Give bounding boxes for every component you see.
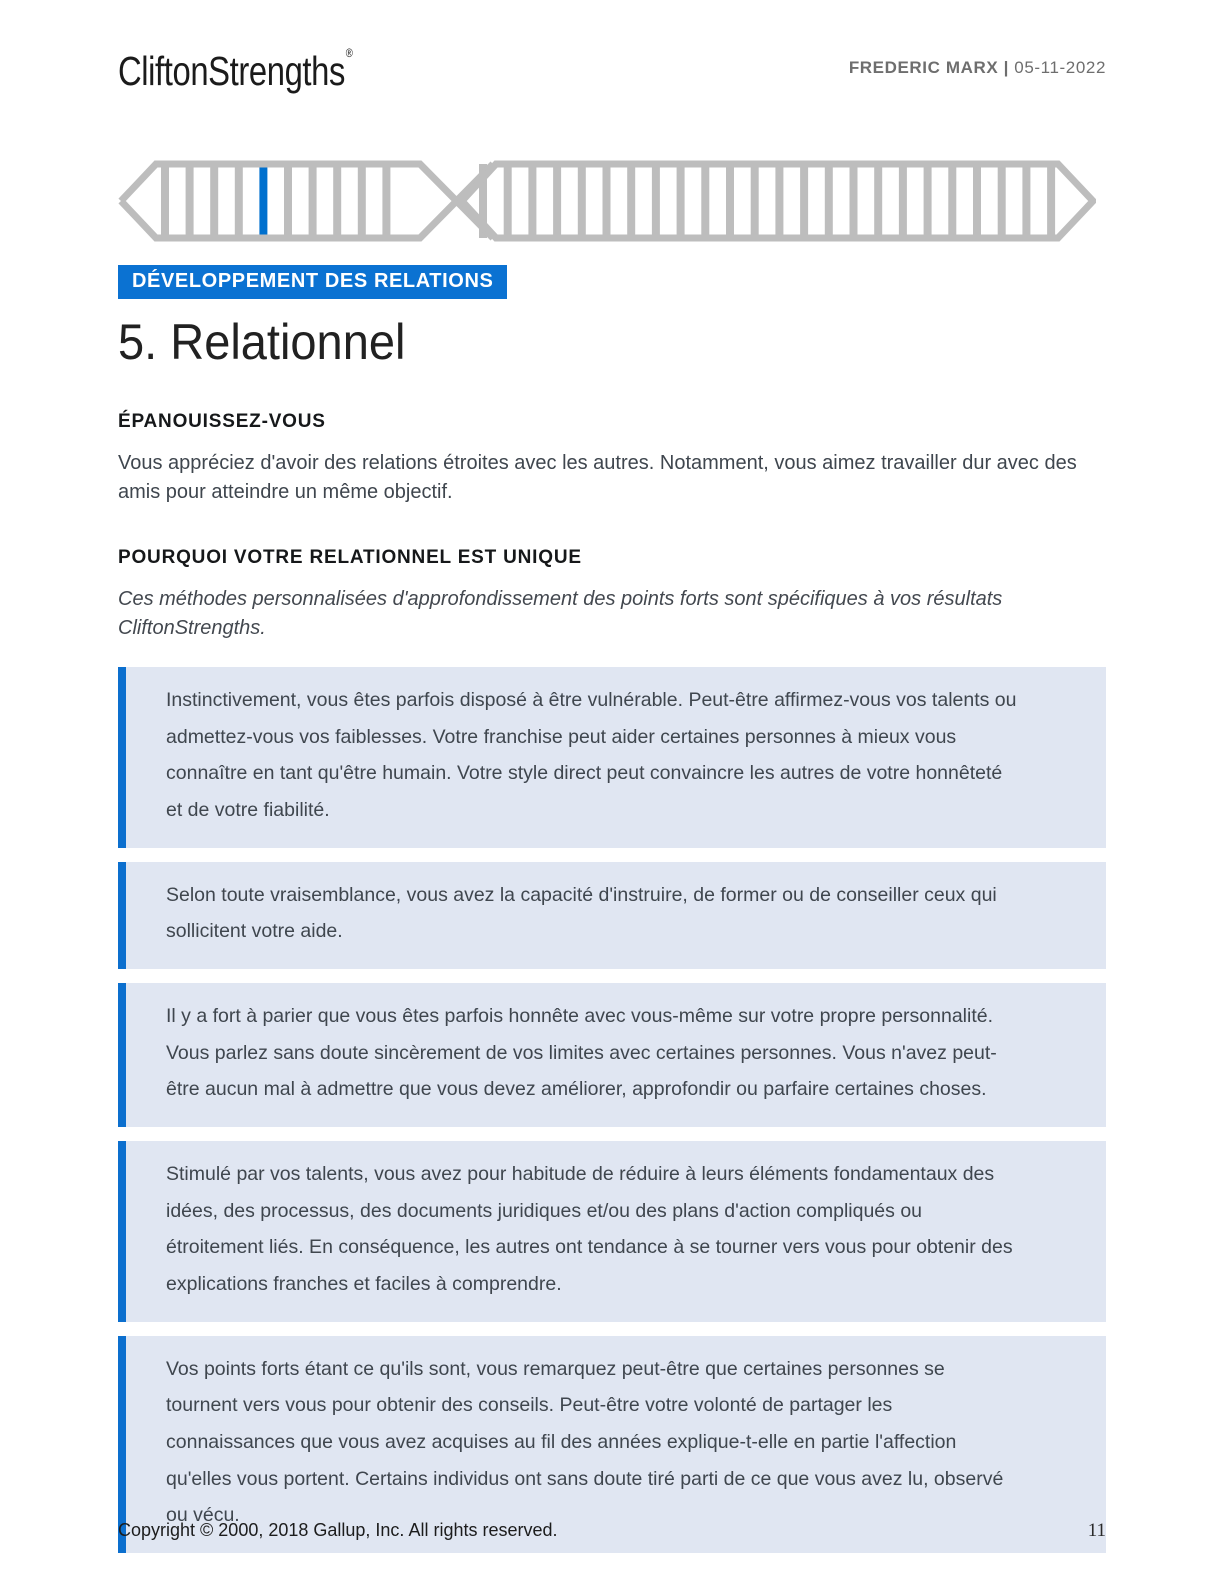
insight-box: [118, 1141, 1106, 1322]
person-name: FREDERIC MARX |: [848, 58, 1015, 77]
insight-text: Stimulé par vos talents, vous avez pour habitude de réduire à leurs éléments fondamentaux des idées, des processus, des documents juridiques et/ou des plans d'action compliqués ou étroitement liés. En conséquence, les autres ont tendance à se tourner vers vous pour obtenir des explications franches et faciles à comprendre.: [166, 1162, 1013, 1295]
logo-text: CliftonStrengths: [118, 48, 345, 94]
page-title: 5. Relationnel: [118, 314, 406, 370]
copyright-text: Copyright © 2000, 2018 Gallup, Inc. All rights reserved.: [118, 1520, 558, 1540]
thrive-paragraph: Vous appréciez d'avoir des relations étroites avec les autres. Notamment, vous aimez travailler dur avec des amis pour atteindre un même objectif.: [118, 452, 1077, 503]
dna-strand-left-bottom: [121, 164, 493, 238]
insight-box: [118, 862, 1106, 969]
dna-bars: [165, 164, 1051, 238]
page-number: 11: [1087, 1520, 1106, 1541]
unique-intro: Ces méthodes personnalisées d'approfondissement des points forts sont spécifiques à vos résultats CliftonStrengths.: [118, 588, 1003, 639]
cliftonstrengths-logo: [118, 46, 352, 95]
insight-text: Selon toute vraisemblance, vous avez la capacité d'instruire, de former ou de conseiller ceux qui sollicitent votre aide.: [166, 883, 997, 943]
header-person-date: [849, 58, 1106, 78]
registered-trademark: ®: [345, 46, 353, 60]
dna-strand-left-top: [121, 164, 493, 238]
insight-text: Il y a fort à parier que vous êtes parfois honnête avec vous-même sur votre propre personnalité. Vous parlez sans doute sincèrement de vos limites avec certaines personnes. Vous n'avez peut-être aucun mal à admettre que vous devez améliorer, approfondir ou parfaire certaines choses.: [166, 1004, 997, 1101]
insight-text: Instinctivement, vous êtes parfois disposé à être vulnérable. Peut-être affirmez-vous vos talents ou admettez-vous vos faiblesses. Votre franchise peut aider certaines personnes à mieux vous connaître en tant qu'être humain. Votre style direct peut convaincre les autres de votre honnêteté et de votre fiabilité.: [166, 689, 1017, 821]
dna-strand-svg: [118, 155, 1096, 247]
dna-strand-graphic: [118, 155, 1106, 247]
section-heading-unique: POURQUOI VOTRE RELATIONNEL EST UNIQUE: [118, 547, 582, 568]
page-footer: [118, 1520, 1106, 1542]
report-date: 05-11-2022: [1014, 58, 1106, 77]
insight-list: [118, 667, 1106, 1553]
insight-text: Vos points forts étant ce qu'ils sont, vous remarquez peut-être que certaines personnes se tournent vers vous pour obtenir des conseils. Peut-être votre volonté de partager les connaissances que vous avez acquises au fil des années explique-t-elle en partie l'affection qu'elles vous portent. Certains individus ont sans doute tiré parti de ce que vous avez lu, observé ou vécu.: [166, 1357, 1004, 1527]
category-label: DÉVELOPPEMENT DES RELATIONS: [118, 265, 507, 299]
page-header: [118, 0, 1106, 95]
section-heading-thrive: ÉPANOUISSEZ-VOUS: [118, 411, 326, 432]
insight-box: [118, 983, 1106, 1127]
insight-box: [118, 667, 1106, 848]
